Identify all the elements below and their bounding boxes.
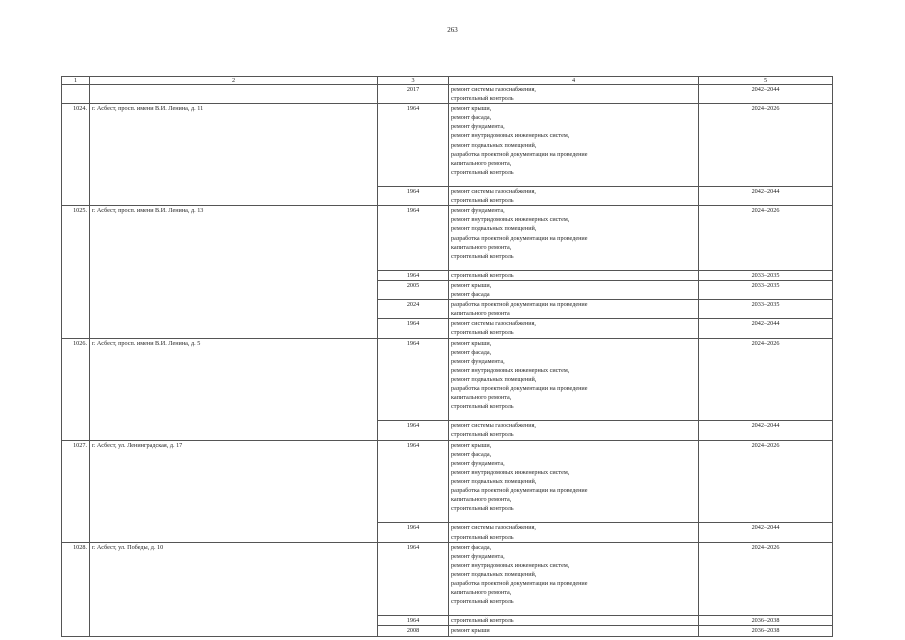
period-cell	[699, 421, 833, 440]
address-text: г. Асбест, ул. Победы, д. 10	[92, 543, 164, 551]
table-row	[62, 206, 833, 271]
table-row	[62, 270, 833, 280]
work-item: ремонт крыши,	[451, 441, 492, 449]
build-year-cell	[378, 280, 449, 299]
repair-period: 2024–2026	[751, 339, 780, 347]
row-number: 1028.	[73, 543, 87, 551]
work-item: разработка проектной документации на проведение	[451, 150, 588, 158]
work-item: ремонт внутридомовых инженерных систем,	[451, 132, 570, 140]
header-col-2: 2	[90, 77, 378, 85]
works-cell	[449, 616, 699, 626]
works-cell	[449, 104, 699, 187]
works-cell	[449, 523, 699, 542]
period-cell	[699, 270, 833, 280]
repair-period: 2036–2038	[751, 627, 780, 635]
work-item: капитального ремонта	[451, 310, 510, 318]
work-item: ремонт системы газоснабжения,	[451, 188, 536, 196]
repair-period: 2033–2035	[751, 281, 780, 289]
row-number: 1025.	[73, 207, 87, 215]
work-item: строительный контроль	[451, 95, 514, 103]
work-item: строительный контроль	[451, 168, 514, 176]
period-cell	[699, 338, 833, 421]
build-year: 1964	[406, 524, 420, 532]
work-item: ремонт фундамента,	[451, 123, 505, 131]
address-cell	[90, 542, 378, 616]
period-cell	[699, 523, 833, 542]
work-item: строительный контроль	[451, 617, 514, 625]
repair-period: 2042–2044	[751, 86, 780, 93]
work-item: ремонт системы газоснабжения,	[451, 320, 536, 328]
works-cell	[449, 626, 699, 636]
build-year-cell	[378, 104, 449, 187]
work-item: ремонт фасада,	[451, 114, 492, 122]
work-item: капитального ремонта,	[451, 394, 512, 402]
address-cell	[90, 85, 378, 104]
address-text: г. Асбест, просп. имени В.И. Ленина, д. 5	[92, 339, 201, 347]
build-year-cell	[378, 187, 449, 206]
build-year-cell	[378, 542, 449, 616]
build-year-cell	[378, 626, 449, 636]
table-row	[62, 280, 833, 299]
table-row	[62, 85, 833, 104]
header-col-4: 4	[449, 77, 699, 85]
build-year: 1964	[406, 207, 420, 215]
work-item: строительный контроль	[451, 252, 514, 260]
work-item: ремонт системы газоснабжения,	[451, 422, 536, 430]
build-year-cell	[378, 270, 449, 280]
repair-period: 2033–2035	[751, 301, 780, 309]
work-item: строительный контроль	[451, 505, 514, 513]
address-cell	[90, 300, 378, 319]
address-cell	[90, 440, 378, 523]
work-item: капитального ремонта,	[451, 243, 512, 251]
work-item: ремонт фасада,	[451, 348, 492, 356]
work-item: разработка проектной документации на проведение	[451, 579, 588, 587]
build-year: 1964	[406, 617, 420, 625]
works-cell	[449, 187, 699, 206]
period-cell	[699, 85, 833, 104]
build-year: 1964	[406, 441, 420, 449]
repair-period: 2036–2038	[751, 617, 780, 625]
work-item: ремонт подвальных помещений,	[451, 477, 537, 485]
build-year-cell	[378, 206, 449, 271]
work-item: капитального ремонта,	[451, 589, 512, 597]
period-cell	[699, 542, 833, 616]
address-cell	[90, 319, 378, 338]
repair-period: 2042–2044	[751, 422, 780, 430]
build-year: 1964	[406, 105, 420, 113]
works-cell	[449, 280, 699, 299]
row-number-cell	[62, 280, 90, 299]
period-cell	[699, 280, 833, 299]
row-number-cell	[62, 319, 90, 338]
work-item: строительный контроль	[451, 329, 514, 337]
row-number-cell	[62, 421, 90, 440]
row-number-cell	[62, 523, 90, 542]
work-item: разработка проектной документации на проведение	[451, 301, 588, 309]
repair-period: 2042–2044	[751, 188, 780, 196]
work-item: ремонт фундамента,	[451, 357, 505, 365]
work-item: строительный контроль	[451, 533, 514, 541]
address-cell	[90, 616, 378, 626]
work-item: ремонт крыши,	[451, 281, 492, 289]
work-item: разработка проектной документации на проведение	[451, 234, 588, 242]
works-cell	[449, 421, 699, 440]
work-item: строительный контроль	[451, 598, 514, 606]
address-cell	[90, 280, 378, 299]
build-year-cell	[378, 319, 449, 338]
period-cell	[699, 104, 833, 187]
works-cell	[449, 300, 699, 319]
row-number: 1027.	[73, 441, 87, 449]
period-cell	[699, 187, 833, 206]
period-cell	[699, 616, 833, 626]
work-item: ремонт крыши,	[451, 105, 492, 113]
address-cell	[90, 626, 378, 636]
build-year: 1964	[406, 188, 420, 196]
build-year-cell	[378, 421, 449, 440]
works-cell	[449, 85, 699, 104]
address-text: г. Асбест, просп. имени В.И. Ленина, д. 13	[92, 207, 204, 215]
build-year: 2024	[406, 301, 420, 309]
table-row	[62, 421, 833, 440]
work-item: ремонт фасада,	[451, 450, 492, 458]
header-col-3: 3	[378, 77, 449, 85]
build-year-cell	[378, 300, 449, 319]
work-item: ремонт крыши	[451, 627, 490, 635]
row-number: 1026.	[73, 339, 87, 347]
work-item: ремонт системы газоснабжения,	[451, 86, 536, 93]
row-number-cell	[62, 270, 90, 280]
table-row	[62, 542, 833, 616]
address-cell	[90, 270, 378, 280]
build-year-cell	[378, 338, 449, 421]
address-cell	[90, 206, 378, 271]
work-item: ремонт фундамента,	[451, 552, 505, 560]
work-item: ремонт внутридомовых инженерных систем,	[451, 468, 570, 476]
period-cell	[699, 300, 833, 319]
row-number-cell	[62, 542, 90, 616]
row-number-cell	[62, 206, 90, 271]
period-cell	[699, 206, 833, 271]
work-item: ремонт подвальных помещений,	[451, 141, 537, 149]
table-row	[62, 616, 833, 626]
table-row	[62, 104, 833, 187]
address-cell	[90, 421, 378, 440]
work-item: ремонт подвальных помещений,	[451, 570, 537, 578]
period-cell	[699, 440, 833, 523]
address-cell	[90, 523, 378, 542]
header-col-5: 5	[699, 77, 833, 85]
work-item: ремонт подвальных помещений,	[451, 225, 537, 233]
table-row	[62, 300, 833, 319]
work-item: строительный контроль	[451, 431, 514, 439]
row-number-cell	[62, 300, 90, 319]
build-year-cell	[378, 440, 449, 523]
address-text: г. Асбест, ул. Ленинградская, д. 17	[92, 441, 183, 449]
build-year: 1964	[406, 543, 420, 551]
table-row	[62, 523, 833, 542]
repair-period: 2024–2026	[751, 543, 780, 551]
works-cell	[449, 270, 699, 280]
work-item: строительный контроль	[451, 403, 514, 411]
work-item: разработка проектной документации на проведение	[451, 487, 588, 495]
build-year: 2008	[406, 627, 420, 635]
address-cell	[90, 104, 378, 187]
address-cell	[90, 338, 378, 421]
row-number-cell	[62, 338, 90, 421]
work-item: ремонт фундамента,	[451, 207, 505, 215]
capital-repair-table	[61, 76, 833, 637]
build-year-cell	[378, 85, 449, 104]
build-year: 1964	[406, 339, 420, 347]
build-year: 1964	[406, 320, 420, 328]
period-cell	[699, 626, 833, 636]
address-text: г. Асбест, просп. имени В.И. Ленина, д. 11	[92, 105, 204, 113]
table-row	[62, 338, 833, 421]
repair-period: 2024–2026	[751, 441, 780, 449]
work-item: ремонт внутридомовых инженерных систем,	[451, 216, 570, 224]
row-number-cell	[62, 626, 90, 636]
work-item: ремонт внутридомовых инженерных систем,	[451, 561, 570, 569]
repair-period: 2033–2035	[751, 271, 780, 279]
row-number-cell	[62, 85, 90, 104]
row-number-cell	[62, 440, 90, 523]
repair-period: 2024–2026	[751, 207, 780, 215]
build-year-cell	[378, 616, 449, 626]
build-year: 2017	[406, 86, 420, 93]
build-year-cell	[378, 523, 449, 542]
works-cell	[449, 440, 699, 523]
row-number-cell	[62, 187, 90, 206]
works-cell	[449, 206, 699, 271]
work-item: ремонт подвальных помещений,	[451, 375, 537, 383]
work-item: ремонт крыши,	[451, 339, 492, 347]
repair-period: 2042–2044	[751, 524, 780, 532]
work-item: ремонт фундамента,	[451, 459, 505, 467]
table-row	[62, 319, 833, 338]
row-number: 1024.	[73, 105, 87, 113]
works-cell	[449, 319, 699, 338]
header-col-1: 1	[62, 77, 90, 85]
page-number: 263	[447, 26, 458, 34]
work-item: строительный контроль	[451, 271, 514, 279]
build-year: 1964	[406, 422, 420, 430]
works-cell	[449, 542, 699, 616]
work-item: ремонт внутридомовых инженерных систем,	[451, 366, 570, 374]
period-cell	[699, 319, 833, 338]
work-item: ремонт фасада,	[451, 543, 492, 551]
header-row	[62, 77, 833, 85]
repair-period: 2042–2044	[751, 320, 780, 328]
work-item: строительный контроль	[451, 197, 514, 205]
row-number-cell	[62, 616, 90, 626]
work-item: ремонт системы газоснабжения,	[451, 524, 536, 532]
works-cell	[449, 338, 699, 421]
work-item: ремонт фасада	[451, 291, 490, 299]
work-item: капитального ремонта,	[451, 496, 512, 504]
row-number-cell	[62, 104, 90, 187]
work-item: капитального ремонта,	[451, 159, 512, 167]
build-year: 1964	[406, 271, 420, 279]
table-row	[62, 626, 833, 636]
address-cell	[90, 187, 378, 206]
work-item: разработка проектной документации на проведение	[451, 385, 588, 392]
table-row	[62, 187, 833, 206]
repair-period: 2024–2026	[751, 105, 780, 113]
build-year: 2005	[406, 281, 420, 289]
table-row	[62, 440, 833, 523]
